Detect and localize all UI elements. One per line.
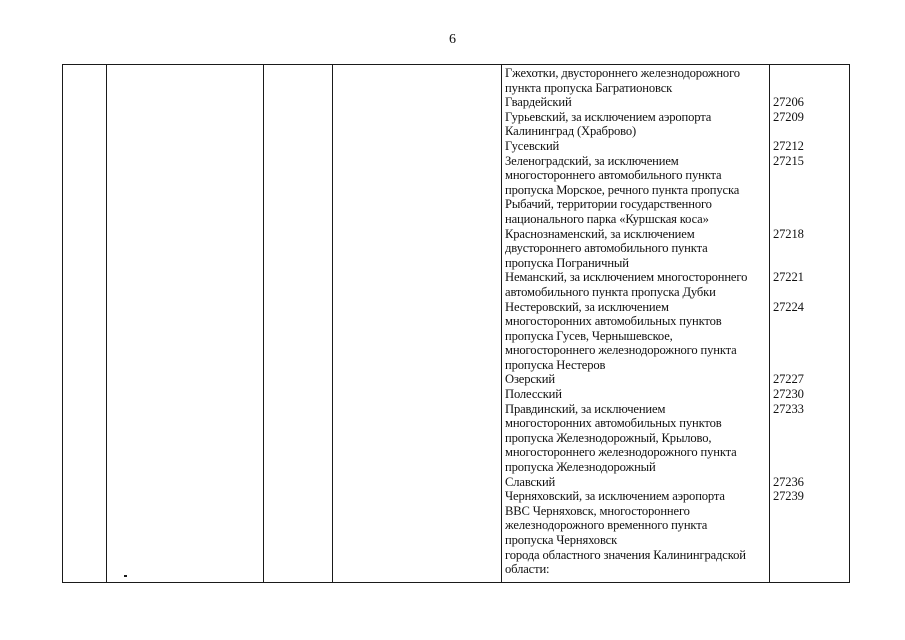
territory-name-line: пропуска Гусев, Чернышевское, bbox=[505, 328, 673, 343]
territory-name-line: многосторонних автомобильных пунктов bbox=[505, 314, 722, 329]
territory-code: 27227 bbox=[773, 372, 804, 387]
territory-name-line: национального парка «Куршская коса» bbox=[505, 211, 709, 226]
territory-name-line: Гурьевский, за исключением аэропорта bbox=[505, 109, 712, 124]
territory-name-line: Неманский, за исключением многостороннего bbox=[505, 270, 748, 285]
territory-name-line: области: bbox=[505, 562, 550, 577]
territory-name-line: Зеленоградский, за исключением bbox=[505, 153, 679, 168]
code-spacer bbox=[773, 416, 843, 431]
code-spacer bbox=[773, 314, 843, 329]
territory-name-line: пропуска Железнодорожный, Крылово, bbox=[505, 430, 712, 445]
code-spacer bbox=[773, 81, 843, 96]
territory-code: 27221 bbox=[773, 270, 804, 285]
code-spacer bbox=[773, 562, 843, 577]
territory-name-line: Полесский bbox=[505, 387, 562, 402]
territory-name-line: Краснознаменский, за исключением bbox=[505, 226, 695, 241]
code-spacer bbox=[773, 431, 843, 446]
column-divider-1 bbox=[106, 64, 107, 583]
territory-name-line: Черняховский, за исключением аэропорта bbox=[505, 489, 725, 504]
code-spacer bbox=[773, 197, 843, 212]
territory-name-line: Гусевский bbox=[505, 138, 560, 153]
territory-name-line: ВВС Черняховск, многостороннего bbox=[505, 503, 690, 518]
territory-name-line: Гжехотки, двустороннего железнодорожного bbox=[505, 66, 740, 80]
territory-code-column bbox=[773, 66, 843, 577]
code-spacer bbox=[773, 124, 843, 139]
code-spacer bbox=[773, 66, 843, 81]
territory-code: 27218 bbox=[773, 226, 804, 241]
territory-code: 27209 bbox=[773, 109, 804, 124]
territory-code: 27236 bbox=[773, 474, 804, 489]
code-spacer bbox=[773, 460, 843, 475]
territory-name-line: многостороннего автомобильного пункта bbox=[505, 168, 722, 183]
territory-code: 27206 bbox=[773, 95, 804, 110]
stray-mark bbox=[124, 575, 127, 577]
territory-code: 27239 bbox=[773, 489, 804, 504]
territory-code: 27215 bbox=[773, 153, 804, 168]
code-spacer bbox=[773, 548, 843, 563]
territory-name-line: Нестеровский, за исключением bbox=[505, 299, 669, 314]
code-spacer bbox=[773, 241, 843, 256]
territory-name-line: автомобильного пункта пропуска Дубки bbox=[505, 284, 716, 299]
code-spacer bbox=[773, 256, 843, 271]
code-spacer bbox=[773, 329, 843, 344]
territory-name-line: многосторонних автомобильных пунктов bbox=[505, 416, 722, 431]
code-spacer bbox=[773, 168, 843, 183]
code-spacer bbox=[773, 445, 843, 460]
page-number: 6 bbox=[449, 32, 456, 47]
code-spacer bbox=[773, 183, 843, 198]
territory-code: 27212 bbox=[773, 138, 804, 153]
code-spacer bbox=[773, 343, 843, 358]
territory-name-column bbox=[505, 66, 767, 577]
code-spacer bbox=[773, 533, 843, 548]
territory-name-line: пропуска Пограничный bbox=[505, 255, 629, 270]
code-spacer bbox=[773, 504, 843, 519]
territory-name-line: двустороннего автомобильного пункта bbox=[505, 241, 708, 256]
code-spacer bbox=[773, 212, 843, 227]
territory-code: 27224 bbox=[773, 299, 804, 314]
territory-name-line: пропуска Морское, речного пункта пропуска bbox=[505, 182, 740, 197]
territory-name-line: Рыбачий, территории государственного bbox=[505, 197, 712, 212]
column-divider-2 bbox=[263, 64, 264, 583]
territory-name-line: Озерский bbox=[505, 372, 555, 387]
territory-name-line: города областного значения Калининградской bbox=[505, 547, 746, 562]
territory-name-line: Гвардейский bbox=[505, 95, 572, 110]
code-spacer bbox=[773, 285, 843, 300]
column-divider-3 bbox=[332, 64, 333, 583]
territory-name-line: многостороннего железнодорожного пункта bbox=[505, 343, 737, 358]
territory-name-line: многостороннего железнодорожного пункта bbox=[505, 445, 737, 460]
territory-name-line: пропуска Черняховск bbox=[505, 533, 618, 547]
territory-name-line: Правдинский, за исключением bbox=[505, 401, 666, 416]
territory-name-line: пункта пропуска Багратионовск bbox=[505, 80, 673, 95]
column-divider-5 bbox=[769, 64, 770, 583]
territory-name-line: пропуска Железнодорожный bbox=[505, 460, 656, 475]
territory-name-line: железнодорожного временного пункта bbox=[505, 518, 708, 533]
territory-name-line: Славский bbox=[505, 474, 556, 489]
territory-name-line: пропуска Нестеров bbox=[505, 357, 606, 372]
territory-name-line: Калининград (Храброво) bbox=[505, 124, 637, 139]
territory-code: 27233 bbox=[773, 401, 804, 416]
code-spacer bbox=[773, 358, 843, 373]
territory-code: 27230 bbox=[773, 387, 804, 402]
code-spacer bbox=[773, 518, 843, 533]
column-divider-4 bbox=[501, 64, 502, 583]
